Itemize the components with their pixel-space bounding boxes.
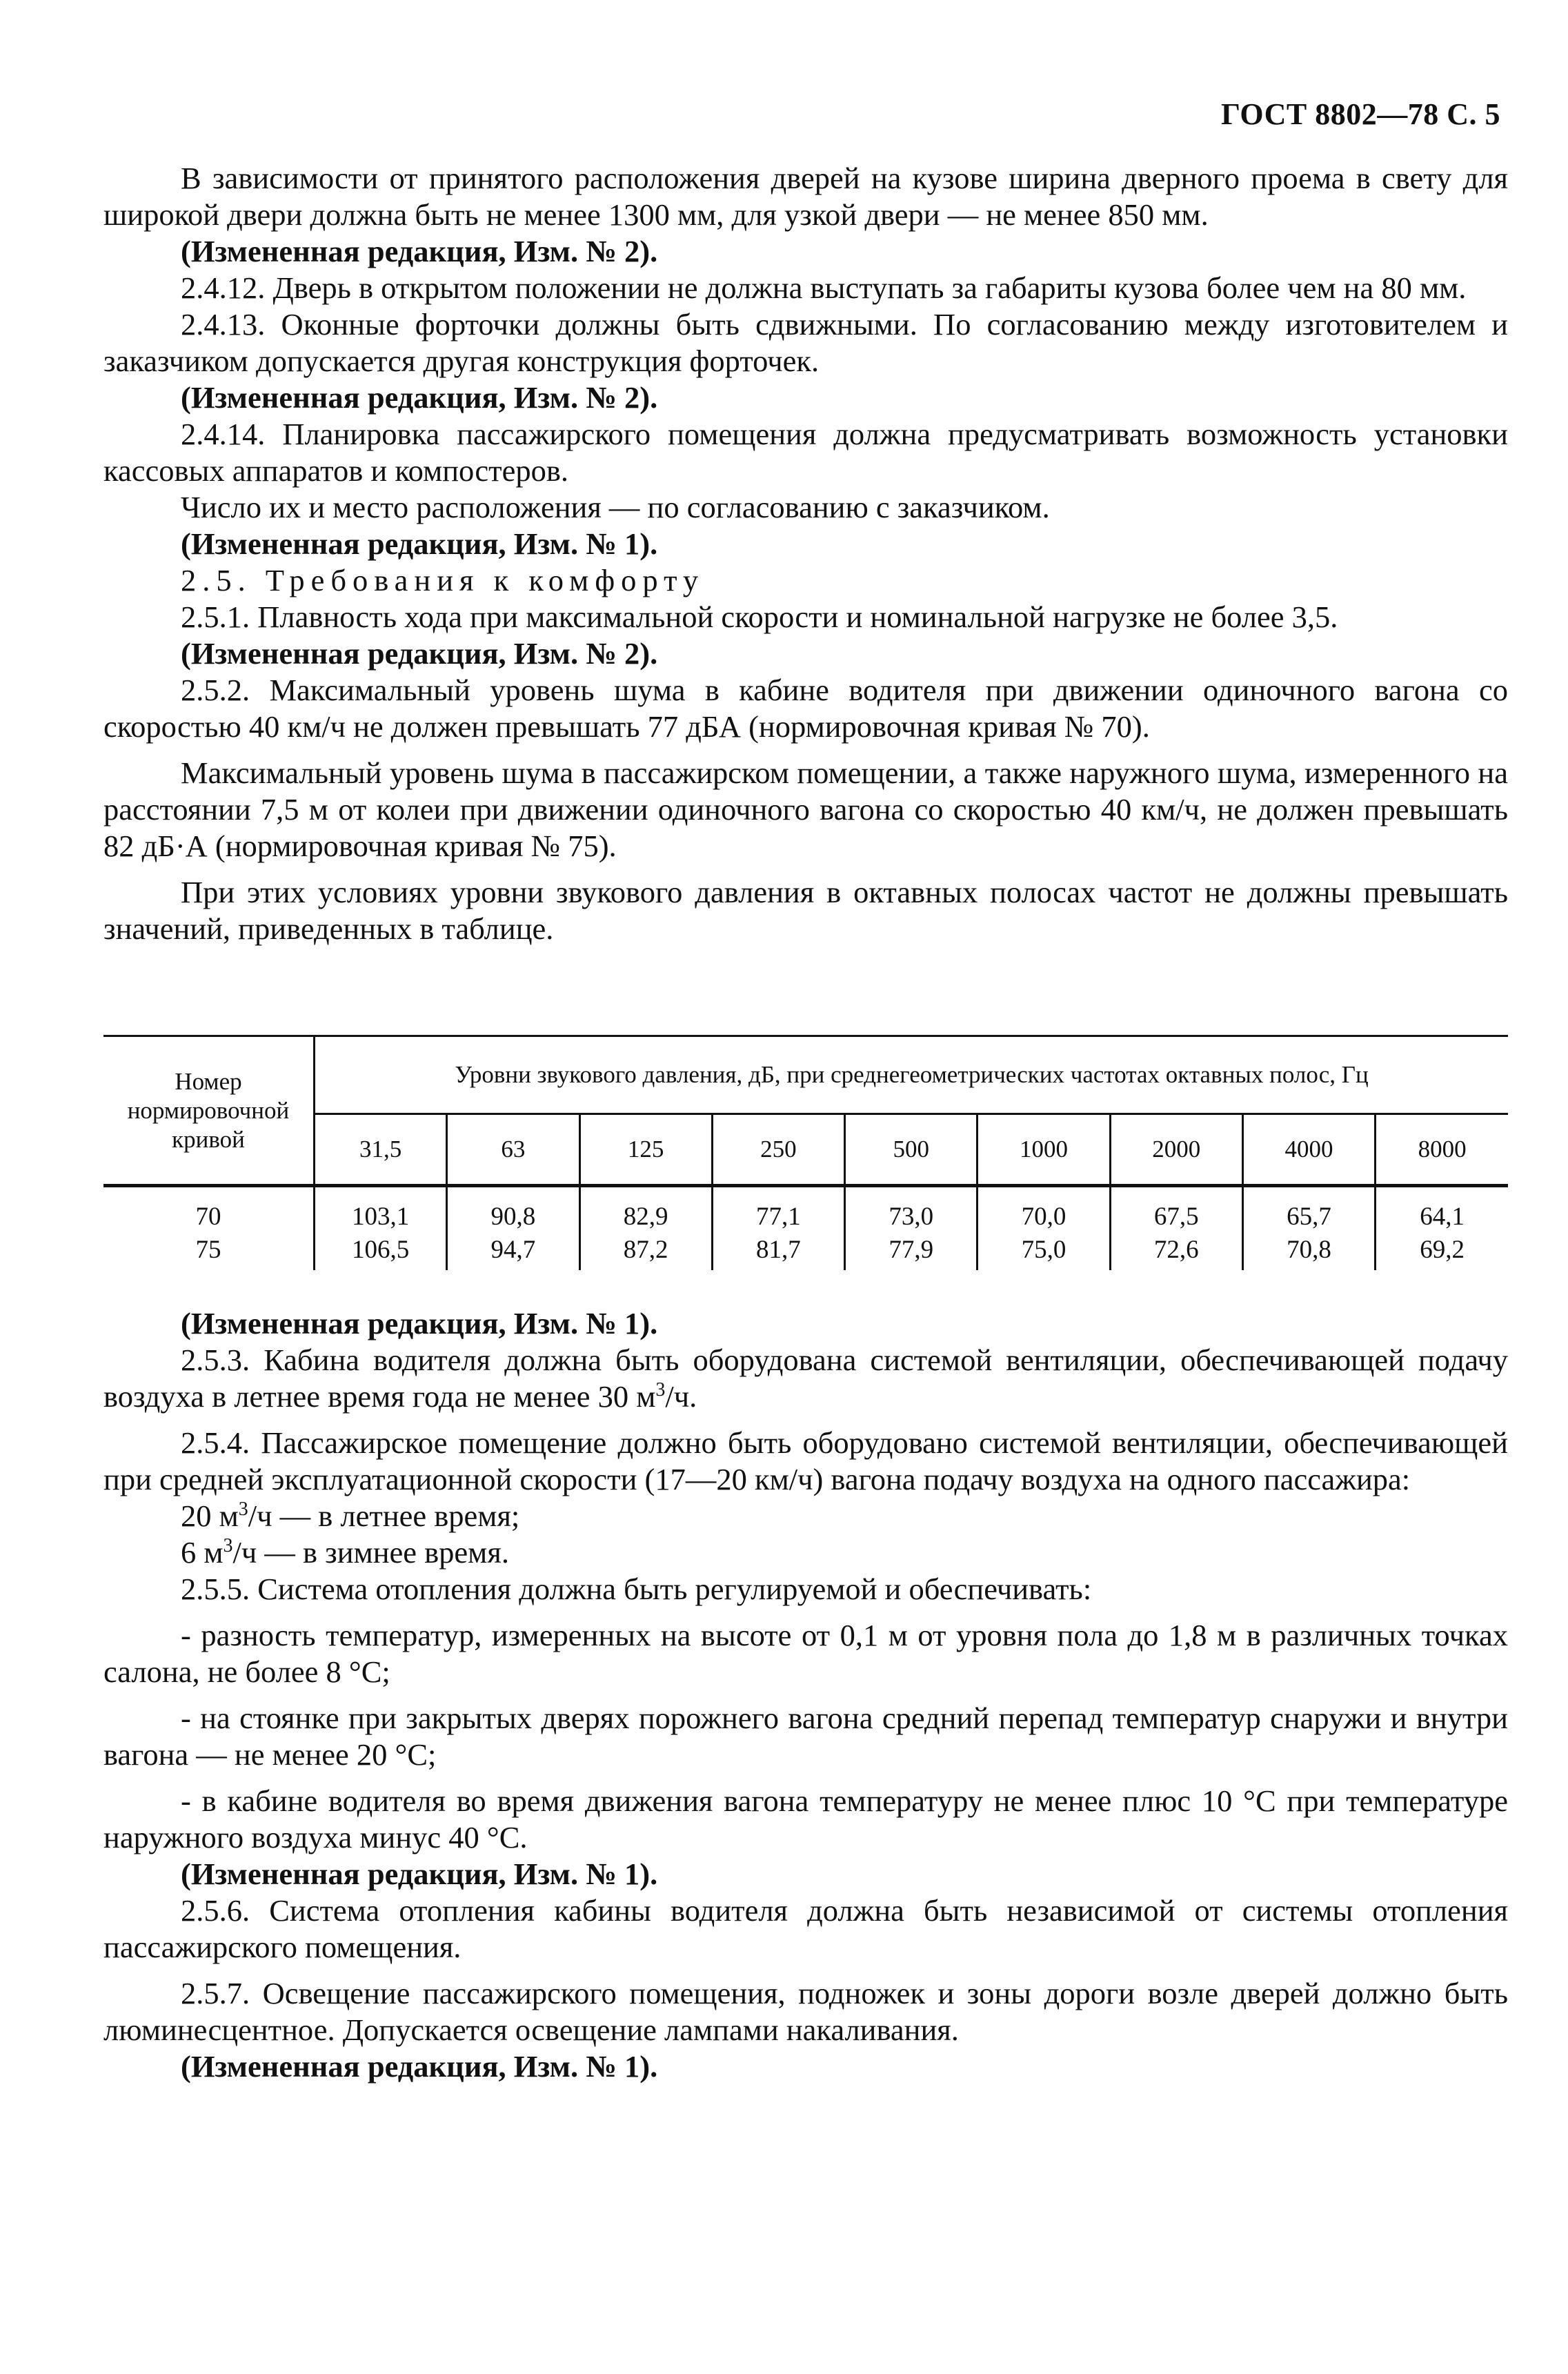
table-cell: 82,9: [579, 1186, 712, 1234]
table-cell: 81,7: [712, 1233, 844, 1270]
paragraph: [103, 1342, 1508, 1415]
table-cell: 77,1: [712, 1186, 844, 1234]
table-cell: 65,7: [1242, 1186, 1375, 1234]
amendment-note: (Измененная редакция, Изм. № 1).: [181, 1306, 658, 1341]
paragraph-text: /ч — в летнее время;: [248, 1498, 520, 1533]
paragraph-text: /ч — в зимнее время.: [232, 1535, 509, 1570]
table-cell: 73,0: [845, 1186, 977, 1234]
table-cell: 87,2: [579, 1233, 712, 1270]
paragraph: 2.5.7. Освещение пассажирского помещения, подножек и зоны дороги возле дверей должно быть люминесцентное. Допускается освещение лампами накаливания.: [103, 1976, 1508, 2047]
amendment-note: (Измененная редакция, Изм. № 1).: [181, 1857, 658, 1891]
paragraph: 2.5.4. Пассажирское помещение должно быть оборудовано системой вентиляции, обеспечивающей при средней эксплуатационной скорости (17—20 км/ч) вагона подачу воздуха на одного пассажира:: [103, 1425, 1508, 1496]
table-cell: 103,1: [314, 1186, 446, 1234]
paragraph: 2.5.1. Плавность хода при максимальной скорости и номинальной нагрузке не более 3,5.: [181, 600, 1338, 634]
frequency-header: 8000: [1376, 1114, 1508, 1186]
table-row: [103, 1186, 1508, 1234]
table-cell: 67,5: [1110, 1186, 1242, 1234]
table-row: [103, 1233, 1508, 1270]
paragraph: 2.5.2. Максимальный уровень шума в кабине водителя при движении одиночного вагона со скоростью 40 км/ч не должен превышать 77 дБА (нормировочная кривая № 70).: [103, 673, 1508, 744]
page-header: ГОСТ 8802—78 С. 5: [1220, 97, 1500, 131]
frequency-header: 31,5: [314, 1114, 446, 1186]
amendment-note: (Измененная редакция, Изм. № 2).: [181, 380, 658, 415]
column-group-header: Уровни звукового давления, дБ, при среднегеометрических частотах октавных полос, Гц: [314, 1036, 1508, 1114]
paragraph: 2.4.13. Оконные форточки должны быть сдвижными. По согласованию между изготовителем и заказчиком допускается другая конструкция форточек.: [103, 307, 1508, 378]
table-cell: 94,7: [447, 1233, 579, 1270]
frequency-header: 125: [579, 1114, 712, 1186]
paragraph: 2.4.14. Планировка пассажирского помещения должна предусматривать возможность установки кассовых аппаратов и компостеров.: [103, 417, 1508, 488]
paragraph: 2.5.5. Система отопления должна быть регулируемой и обеспечивать:: [181, 1572, 1092, 1606]
paragraph: [103, 1534, 1508, 1571]
table-cell: 75,0: [977, 1233, 1110, 1270]
paragraph: Максимальный уровень шума в пассажирском помещении, а также наружного шума, измеренного на расстоянии 7,5 м от колеи при движении одиночного вагона со скоростью 40 км/ч, не должен превышать 82 дБ·А (нормировочная кривая № 75).: [103, 755, 1508, 863]
section-heading: 2.5. Требования к комфорту: [181, 563, 705, 597]
curve-number: 70: [195, 1202, 221, 1231]
list-item: - на стоянке при закрытых дверях порожнего вагона средний перепад температур снаружи и внутри вагона — не менее 20 °С;: [103, 1701, 1508, 1772]
table-cell: 70,8: [1242, 1233, 1375, 1270]
list-item: - разность температур, измеренных на высоте от 0,1 м от уровня пола до 1,8 м в различных точках салона, не более 8 °С;: [103, 1618, 1508, 1689]
paragraph: 2.5.6. Система отопления кабины водителя должна быть независимой от системы отопления пассажирского помещения.: [103, 1893, 1508, 1964]
paragraph: 2.4.12. Дверь в открытом положении не должна выступать за габариты кузова более чем на 80 мм.: [181, 270, 1467, 305]
table-cell: 69,2: [1376, 1233, 1508, 1270]
frequency-header: 2000: [1110, 1114, 1242, 1186]
table-cell: 90,8: [447, 1186, 579, 1234]
frequency-header: 250: [712, 1114, 844, 1186]
table-cell: 64,1: [1376, 1186, 1508, 1234]
frequency-header: 4000: [1242, 1114, 1375, 1186]
frequency-header: 1000: [977, 1114, 1110, 1186]
text-block-top: [103, 160, 1508, 947]
amendment-note: (Измененная редакция, Изм. № 1).: [181, 526, 658, 561]
paragraph: В зависимости от принятого расположения дверей на кузове ширина дверного проема в свету для широкой двери должна быть не менее 1300 мм, для узкой двери — не менее 850 мм.: [103, 161, 1508, 232]
paragraph-text: 6 м: [181, 1535, 224, 1570]
table-cell: 72,6: [1110, 1233, 1242, 1270]
amendment-note: (Измененная редакция, Изм. № 1).: [181, 2049, 658, 2084]
paragraph-text: /ч.: [665, 1379, 697, 1414]
paragraph: При этих условиях уровни звукового давления в октавных полосах частот не должны превышать значений, приведенных в таблице.: [103, 875, 1508, 946]
paragraph-text: 2.5.3. Кабина водителя должна быть оборудована системой вентиляции, обеспечивающей подачу воздуха в летнее время года не менее 30 м: [103, 1343, 1508, 1414]
table-cell: 106,5: [314, 1233, 446, 1270]
frequency-header: 500: [845, 1114, 977, 1186]
table-cell: 77,9: [845, 1233, 977, 1270]
list-item: - в кабине водителя во время движения вагона температуру не менее плюс 10 °С при температуре наружного воздуха минус 40 °С.: [103, 1783, 1508, 1854]
noise-levels-table: [103, 1035, 1508, 1270]
superscript: 3: [655, 1379, 666, 1401]
superscript: 3: [223, 1535, 233, 1557]
superscript: 3: [238, 1498, 248, 1521]
paragraph: [103, 1498, 1508, 1534]
paragraph-text: 20 м: [181, 1498, 239, 1533]
table-cell: 70,0: [977, 1186, 1110, 1234]
amendment-note: (Измененная редакция, Изм. № 2).: [181, 636, 658, 671]
amendment-note: (Измененная редакция, Изм. № 2).: [181, 234, 658, 268]
row-header: Номер нормировочной кривой: [103, 1036, 314, 1186]
text-block-bottom: [103, 1305, 1508, 2085]
frequency-header: 63: [447, 1114, 579, 1186]
paragraph: Число их и место расположения — по согласованию с заказчиком.: [181, 490, 1050, 524]
curve-number: 75: [195, 1235, 221, 1264]
